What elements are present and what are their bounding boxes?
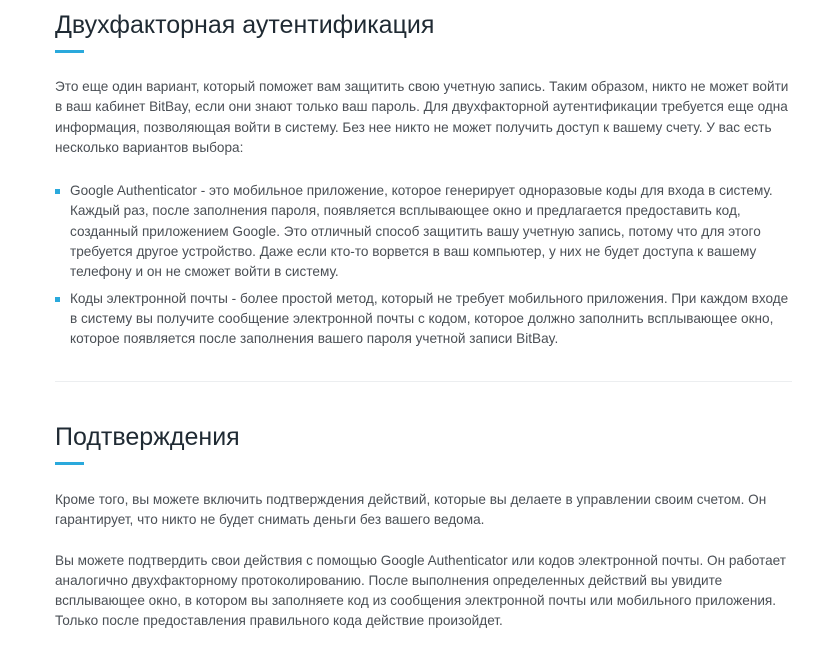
title-accent-bar bbox=[55, 462, 84, 465]
bullet-icon bbox=[55, 189, 60, 194]
two-factor-section bbox=[55, 8, 795, 356]
list-item bbox=[55, 181, 795, 282]
two-factor-intro: Это еще один вариант, который поможет вам защитить свою учетную запись. Таким образом, никто не может войти в ваш кабинет BitBay, если они знают только ваш пароль. Для двухфакторной аутентификации требуется еще одна информация, позволяющая войти в систему. Без нее никто не может получить доступ к вашему счету. У вас есть несколько вариантов выбора: bbox=[55, 79, 789, 155]
list-item-text: Google Authenticator - это мобильное приложение, которое генерирует одноразовые коды для входа в систему. Каждый раз, после заполнения пароля, появляется всплывающее окно и предлагается предоставить код, созданный приложением Google. Это отличный способ защитить вашу учетную запись, потому что для этого требуется другое устройство. Даже если кто-то ворвется в ваш компьютер, у них не будет доступа к вашему телефону и он не сможет войти в систему. bbox=[70, 183, 773, 280]
bullet-icon bbox=[55, 297, 60, 302]
list-item-text: Коды электронной почты - более простой метод, который не требует мобильного приложения. При каждом входе в систему вы получите сообщение электронной почты с кодом, которое должно заполнить всплывающее окно, которое появляется после заполнения вашего пароля учетной записи BitBay. bbox=[70, 290, 789, 347]
confirmations-paragraph-2: Вы можете подтвердить свои действия с помощью Google Authenticator или кодов электронной почты. Он работает аналогично двухфакторному протоколированию. После выполнения определенных действий вы увидите всплывающее окно, в котором вы заполняете код из сообщения электронной почты или мобильного приложения. Только после предоставления правильного кода действие произойдет. bbox=[55, 552, 787, 629]
two-factor-options-list bbox=[55, 181, 795, 349]
section-divider bbox=[55, 381, 792, 382]
two-factor-title: Двухфакторная аутентификация bbox=[55, 11, 435, 39]
title-accent-bar bbox=[55, 50, 84, 53]
list-item bbox=[55, 289, 795, 350]
confirmations-paragraph-1: Кроме того, вы можете включить подтверждения действий, которые вы делаете в управлении своим счетом. Он гарантирует, что никто не будет снимать деньги без вашего ведома. bbox=[55, 492, 767, 528]
confirmations-title: Подтверждения bbox=[55, 423, 240, 451]
confirmations-section bbox=[55, 420, 795, 632]
